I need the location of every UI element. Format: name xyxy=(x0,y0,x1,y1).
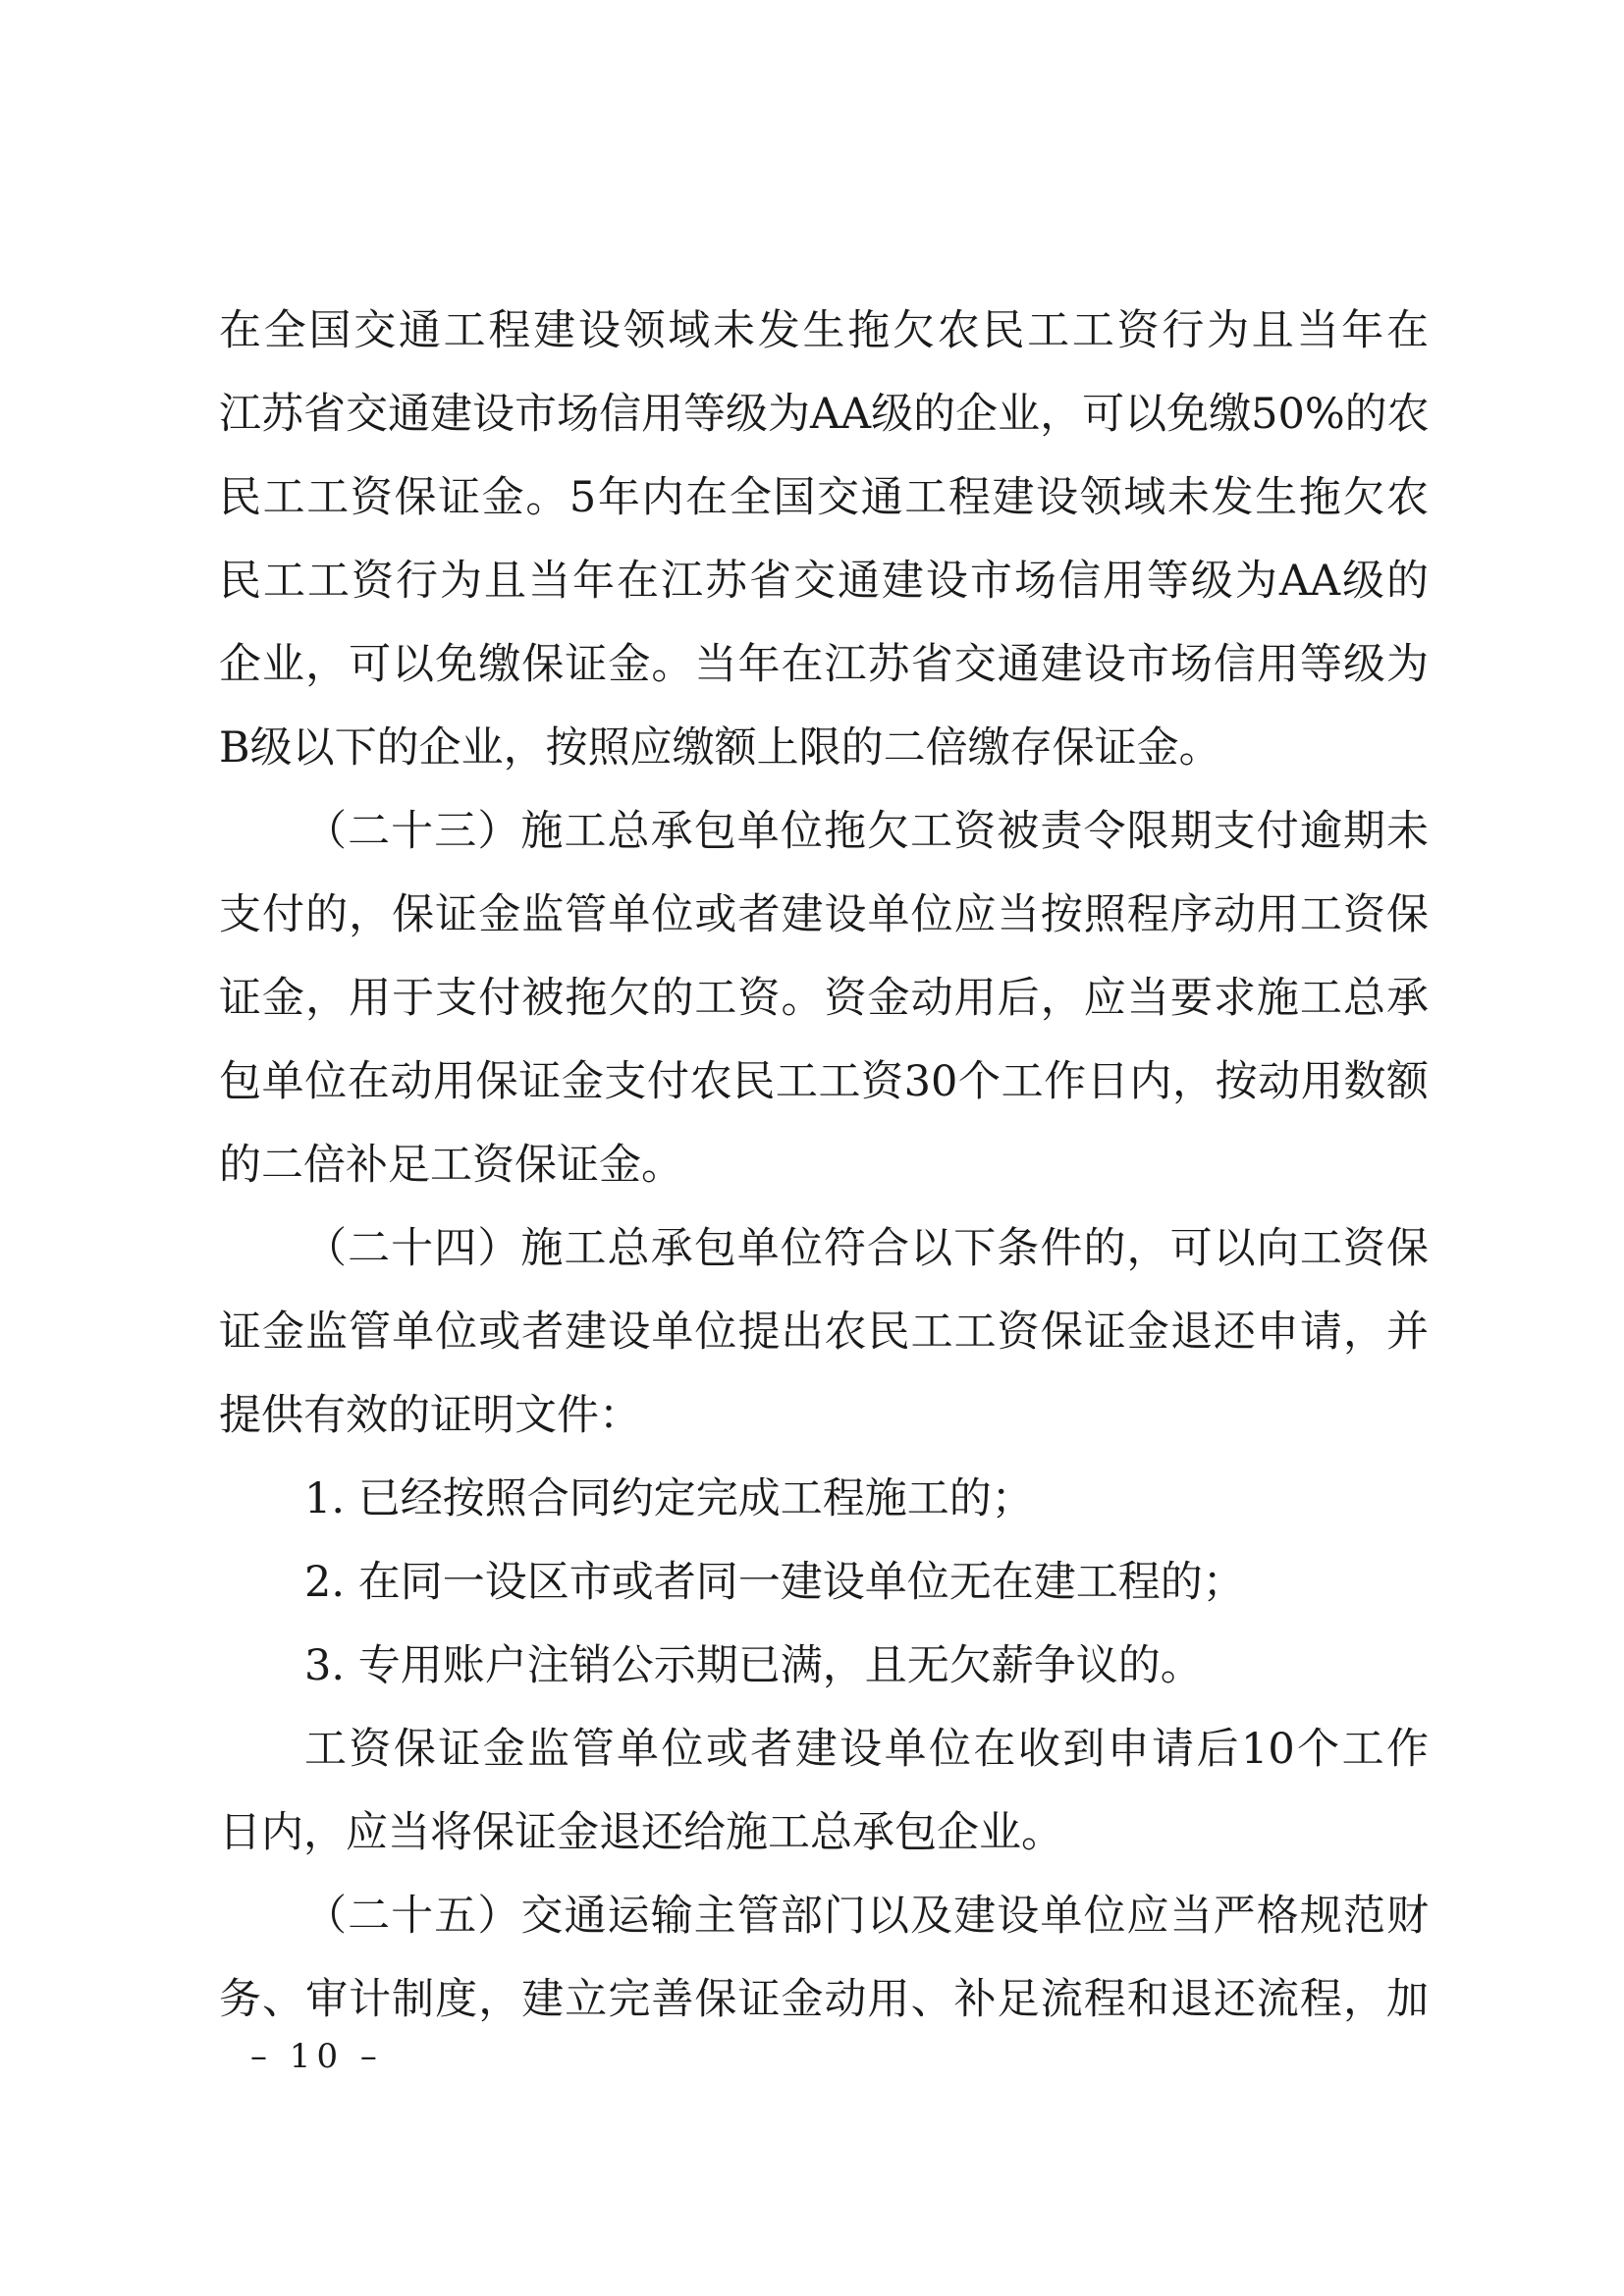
body-text-line: 提供有效的证明文件： xyxy=(219,1391,641,1440)
paragraph-25-start: （二十五）交通运输主管部门以及建设单位应当严格规范财 xyxy=(304,1892,1429,1941)
body-text-line: 民工工资保证金。5年内在全国交通工程建设领域未发生拖欠农 xyxy=(219,473,1429,522)
body-text-line: 支付的，保证金监管单位或者建设单位应当按照程序动用工资保 xyxy=(219,890,1429,939)
body-text-line: B级以下的企业，按照应缴额上限的二倍缴存保证金。 xyxy=(219,723,1221,773)
body-text-line: 的二倍补足工资保证金。 xyxy=(219,1141,683,1190)
body-text-line: 证金，用于支付被拖欠的工资。资金动用后，应当要求施工总承 xyxy=(219,974,1429,1023)
list-item-2: 2. 在同一设区市或者同一建设单位无在建工程的； xyxy=(304,1558,1245,1607)
paragraph-24-start: （二十四）施工总承包单位符合以下条件的，可以向工资保 xyxy=(304,1224,1429,1273)
list-item-1: 1. 已经按照合同约定完成工程施工的； xyxy=(304,1474,1034,1523)
body-text-line: 企业，可以免缴保证金。当年在江苏省交通建设市场信用等级为 xyxy=(219,640,1429,689)
list-item-3: 3. 专用账户注销公示期已满，且无欠薪争议的。 xyxy=(304,1641,1203,1690)
body-text-line: 江苏省交通建设市场信用等级为AA级的企业，可以免缴50%的农 xyxy=(219,390,1430,439)
body-text-line: 日内，应当将保证金退还给施工总承包企业。 xyxy=(219,1808,1063,1857)
paragraph-23-start: （二十三）施工总承包单位拖欠工资被责令限期支付逾期未 xyxy=(304,807,1429,856)
body-text-line: 务、审计制度，建立完善保证金动用、补足流程和退还流程，加 xyxy=(219,1975,1429,2024)
body-text-line: 包单位在动用保证金支付农民工工资30个工作日内，按动用数额 xyxy=(219,1057,1429,1106)
body-text-line: 工资保证金监管单位或者建设单位在收到申请后10个工作 xyxy=(304,1725,1429,1774)
body-text-line: 证金监管单位或者建设单位提出农民工工资保证金退还申请，并 xyxy=(219,1308,1429,1357)
page-number: – 10 – xyxy=(250,2037,383,2076)
body-text-line: 在全国交通工程建设领域未发生拖欠农民工工资行为且当年在 xyxy=(219,306,1429,355)
body-text-line: 民工工资行为且当年在江苏省交通建设市场信用等级为AA级的 xyxy=(219,557,1429,606)
